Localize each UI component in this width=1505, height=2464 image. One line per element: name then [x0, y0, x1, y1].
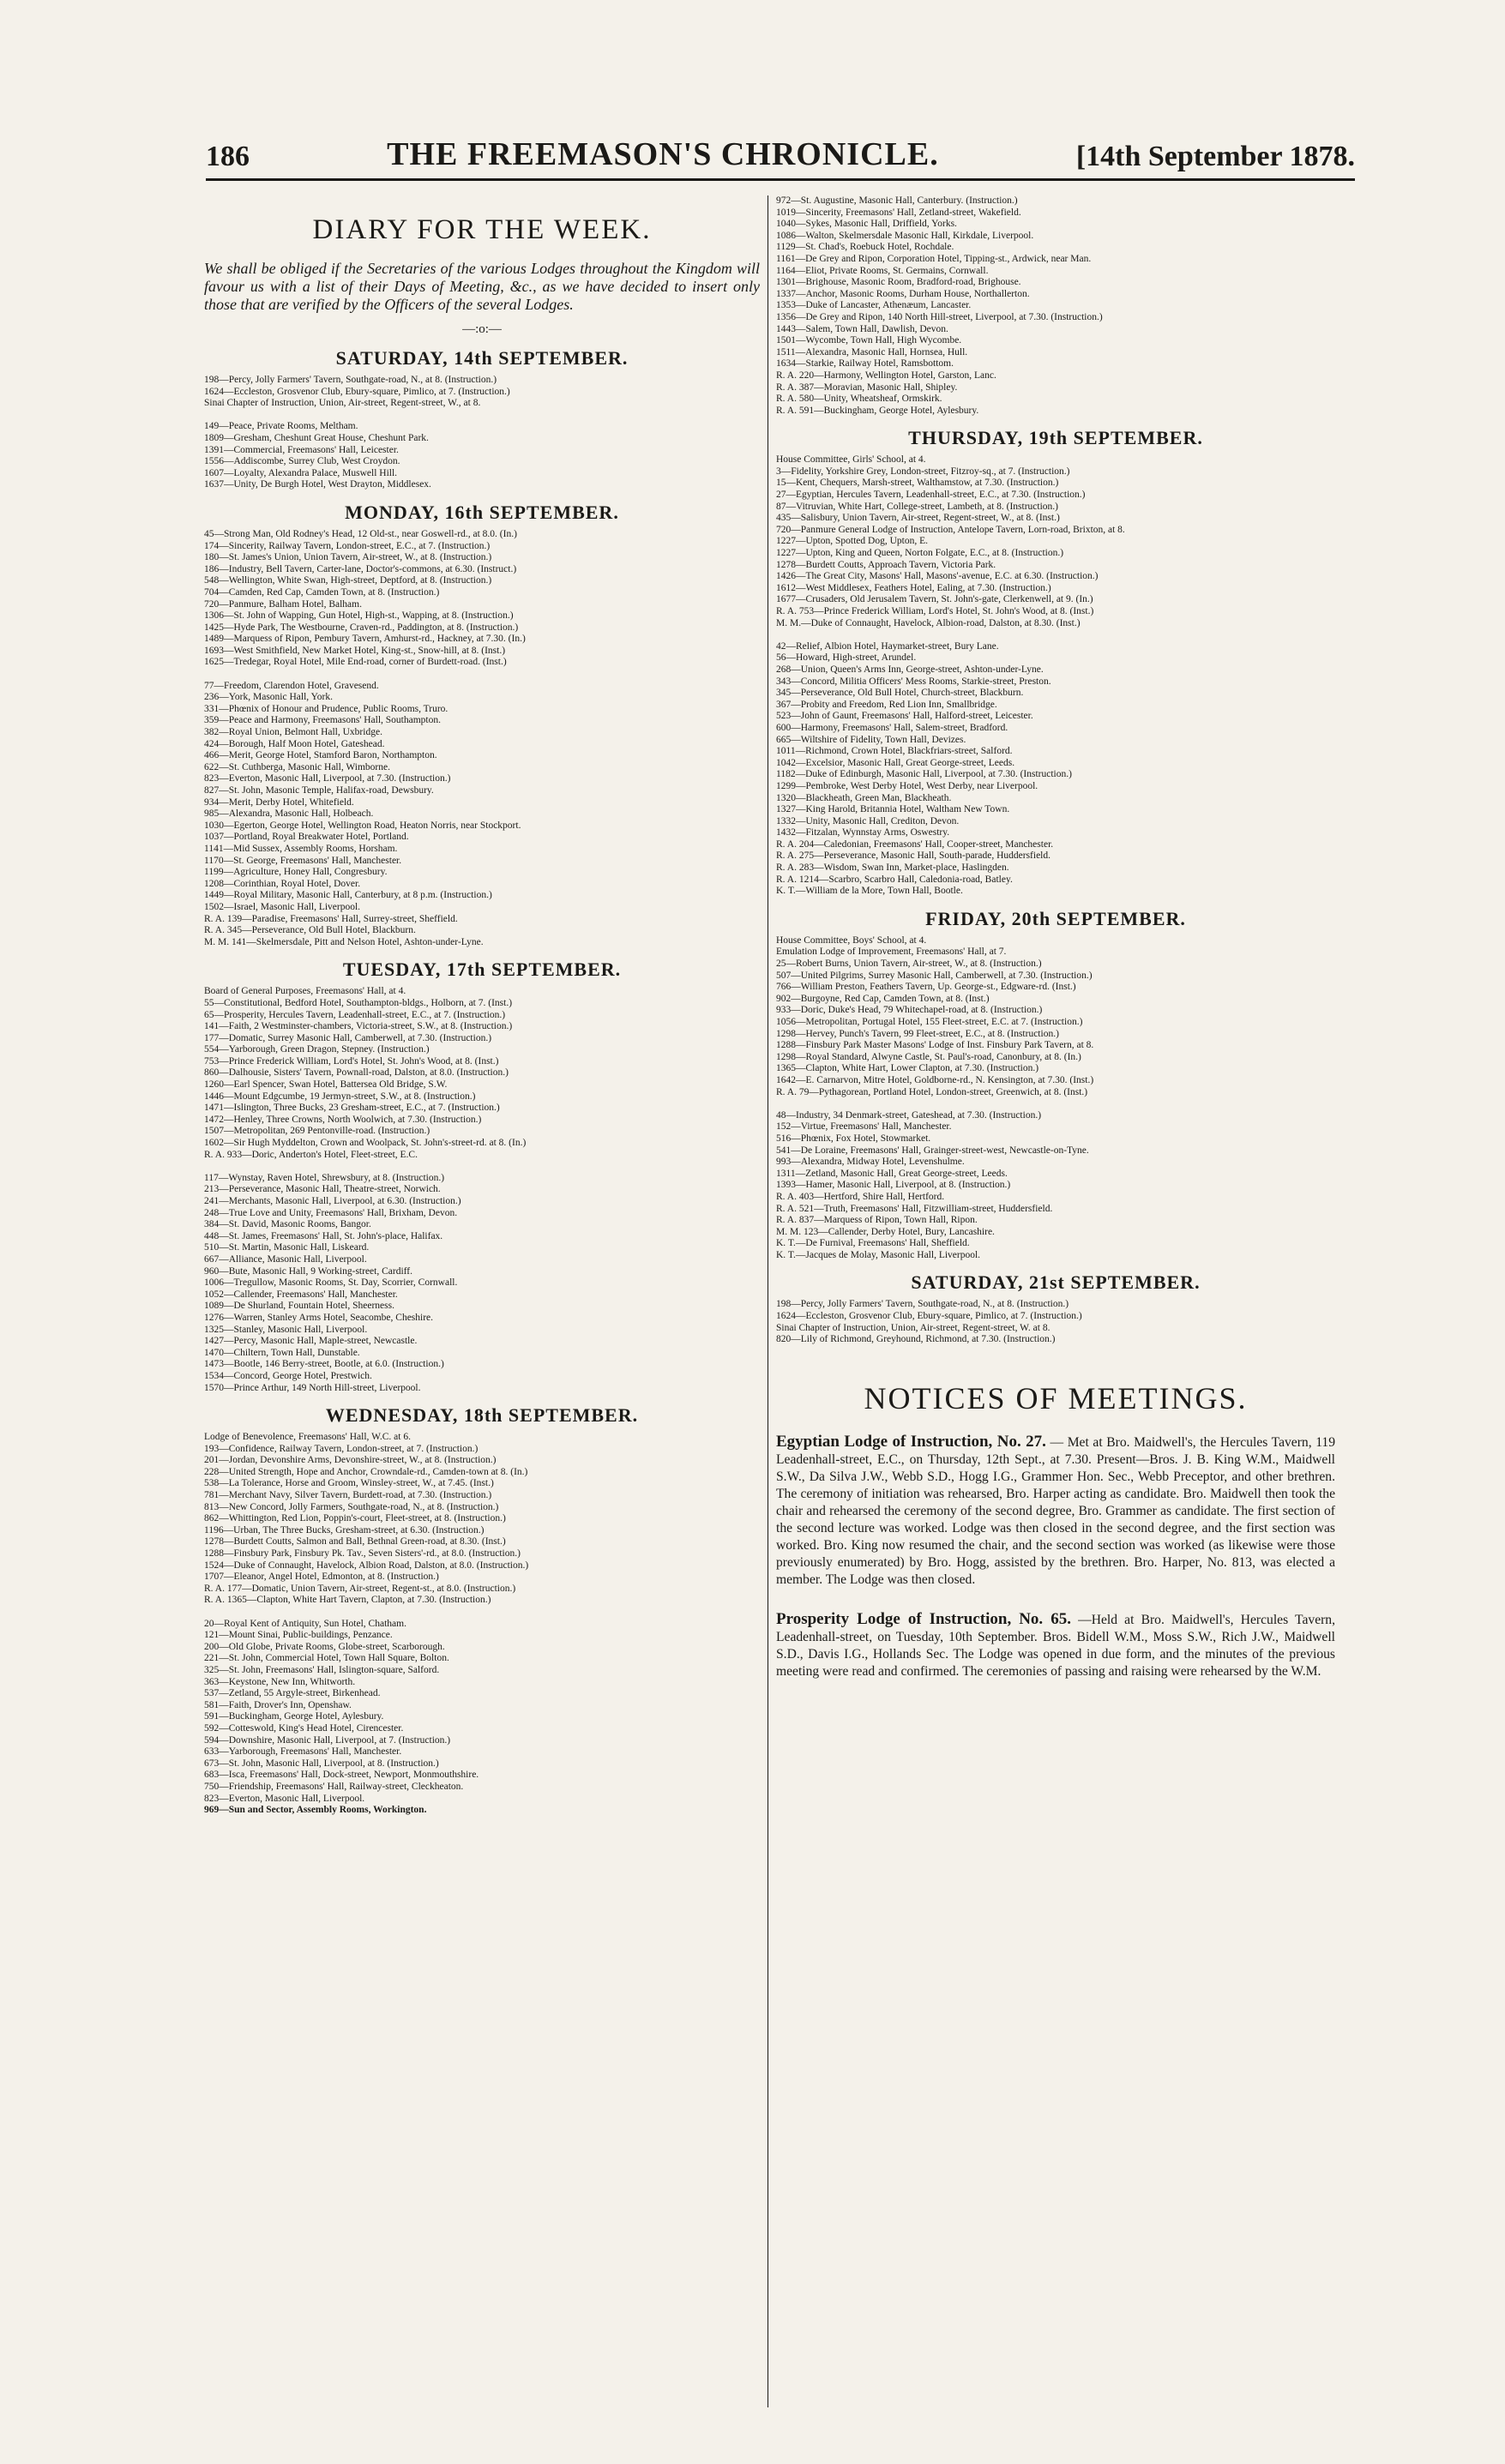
lodge-entry: House Committee, Boys' School, at 4.: [776, 935, 927, 946]
entry-spacer: [204, 410, 760, 422]
lodge-entry: 1182—Duke of Edinburgh, Masonic Hall, Liverpool, at 7.30. (Instruction.): [776, 769, 1072, 780]
lodge-entry: 1612—West Middlesex, Feathers Hotel, Ealing, at 7.30. (Instruction.): [776, 582, 1051, 593]
lodge-entry: R. A. 591—Buckingham, George Hotel, Aylesbury.: [776, 405, 979, 416]
lodge-entry: R. A. 204—Caledonian, Freemasons' Hall, Cooper-street, Manchester.: [776, 838, 1054, 850]
lodge-entry: 592—Cotteswold, King's Head Hotel, Cirencester.: [204, 1722, 404, 1734]
day-heading: TUESDAY, 17th SEPTEMBER.: [342, 959, 622, 981]
day-entries: [776, 454, 1335, 898]
meeting-notice: [776, 1611, 1335, 1680]
day-entries: [776, 935, 1335, 1262]
lodge-entry: 1301—Brighouse, Masonic Room, Bradford-road, Brighouse.: [776, 277, 1021, 288]
lodge-entry: R. A. 837—Marquess of Ripon, Town Hall, Ripon.: [776, 1215, 978, 1226]
lodge-entry: 1602—Sir Hugh Myddelton, Crown and Woolpack, St. John's-street-rd. at 8. (In.): [204, 1138, 527, 1149]
lodge-entry: 268—Union, Queen's Arms Inn, George-street, Ashton-under-Lyne.: [776, 664, 1044, 675]
lodge-entry: 198—Percy, Jolly Farmers' Tavern, Southgate-road, N., at 8. (Instruction.): [204, 375, 497, 385]
lodge-entry: 1164—Eliot, Private Rooms, St. Germains, Cornwall.: [776, 265, 989, 276]
lodge-entry: 1356—De Grey and Ripon, 140 North Hill-street, Liverpool, at 7.30. (Instruction.): [776, 311, 1103, 322]
lodge-entry: 180—St. James's Union, Union Tavern, Air-street, W., at 8. (Instruction.): [204, 552, 492, 563]
lodge-entry: 343—Concord, Militia Officers' Mess Rooms, Starkie-street, Preston.: [776, 676, 1051, 687]
lodge-entry: 1325—Stanley, Masonic Hall, Liverpool.: [204, 1324, 368, 1335]
lodge-entry: K. T.—William de la More, Town Hall, Bootle.: [776, 886, 963, 897]
lodge-entry: R. A. 177—Domatic, Union Tavern, Air-street, Regent-st., at 8.0. (Instruction.): [204, 1583, 516, 1594]
lodge-entry: 42—Relief, Albion Hotel, Haymarket-street, Bury Lane.: [776, 640, 999, 652]
lodge-entry: 201—Jordan, Devonshire Arms, Devonshire-street, W., at 8. (Instruction.): [204, 1455, 497, 1466]
right-day-list: [776, 427, 1335, 1346]
lodge-entry: 1288—Finsbury Park Master Masons' Lodge of Inst. Finsbury Park Tavern, at 8.: [776, 1040, 1094, 1051]
day-heading: FRIDAY, 20th SEPTEMBER.: [925, 907, 1186, 929]
lodge-entry: 363—Keystone, New Inn, Whitworth.: [204, 1676, 356, 1687]
lodge-entry: 1208—Corinthian, Royal Hotel, Dover.: [204, 878, 361, 889]
lodge-entry: Lodge of Benevolence, Freemasons' Hall, W.C. at 6.: [204, 1432, 411, 1443]
lodge-entry: 1332—Unity, Masonic Hall, Crediton, Devon.: [776, 815, 960, 826]
lodge-entry: R. A. 387—Moravian, Masonic Hall, Shipley.: [776, 382, 958, 393]
lodge-entry: 591—Buckingham, George Hotel, Aylesbury.: [204, 1711, 384, 1722]
lodge-entry: R. A. 580—Unity, Wheatsheaf, Ormskirk.: [776, 394, 942, 405]
lodge-entry: 1278—Burdett Coutts, Approach Tavern, Victoria Park.: [776, 559, 996, 570]
lodge-entry: 382—Royal Union, Belmont Hall, Uxbridge.: [204, 727, 382, 738]
lodge-entry: 65—Prosperity, Hercules Tavern, Leadenhall-street, E.C., at 7. (Instruction.): [204, 1009, 506, 1020]
lodge-entry: Board of General Purposes, Freemasons' Hall, at 4.: [204, 986, 406, 997]
day-heading: WEDNESDAY, 18th SEPTEMBER.: [325, 1404, 639, 1427]
lodge-entry: 1052—Callender, Freemasons' Hall, Manchester.: [204, 1289, 398, 1300]
lodge-entry: 359—Peace and Harmony, Freemasons' Hall, Southampton.: [204, 715, 441, 726]
lodge-entry: 1427—Percy, Masonic Hall, Maple-street, Newcastle.: [204, 1336, 418, 1347]
lodge-entry: 1227—Upton, Spotted Dog, Upton, E.: [776, 536, 928, 547]
lodge-entry: 933—Doric, Duke's Head, 79 Whitechapel-road, at 8. (Instruction.): [776, 1005, 1043, 1016]
entry-spacer: [204, 669, 760, 681]
lodge-entry: 56—Howard, High-street, Arundel.: [776, 652, 917, 664]
lodge-entry: 750—Friendship, Freemasons' Hall, Railway-street, Cleckheaton.: [204, 1781, 464, 1792]
lodge-entry: 1511—Alexandra, Masonic Hall, Hornsea, Hull.: [776, 346, 968, 358]
lodge-entry: House Committee, Girls' School, at 4.: [776, 454, 926, 466]
lodge-entry: R. A. 220—Harmony, Wellington Hotel, Garston, Lanc.: [776, 370, 996, 381]
lodge-entry: 241—Merchants, Masonic Hall, Liverpool, at 6.30. (Instruction.): [204, 1196, 461, 1206]
lodge-entry: 1276—Warren, Stanley Arms Hotel, Seacombe, Cheshire.: [204, 1312, 434, 1323]
lodge-entry: 902—Burgoyne, Red Cap, Camden Town, at 8. (Inst.): [776, 993, 990, 1004]
lodge-entry: 1011—Richmond, Crown Hotel, Blackfriars-street, Salford.: [776, 746, 1013, 757]
newspaper-title: THE FREEMASON'S CHRONICLE.: [387, 136, 939, 172]
lodge-entry: 1624—Eccleston, Grosvenor Club, Ebury-square, Pimlico, at 7. (Instruction.): [204, 386, 510, 397]
lodge-entry: 1353—Duke of Lancaster, Athenæum, Lancaster.: [776, 300, 972, 311]
left-day-list: [204, 347, 760, 1817]
diary-intro: We shall be obliged if the Secretaries of the various Lodges throughout the Kingdom will favour us with a list of their Days of Meeting, &c., as we have decided to insert only those that are verified by the Officers of the several Lodges.: [204, 260, 760, 313]
day-heading: MONDAY, 16th SEPTEMBER.: [345, 501, 619, 523]
lodge-entry: 1507—Metropolitan, 269 Pentonville-road. (Instruction.): [204, 1126, 430, 1137]
continued-entries: [776, 195, 1335, 417]
lodge-entry: 1489—Marquess of Ripon, Pembury Tavern, Amhurst-rd., Hackney, at 7.30. (In.): [204, 634, 526, 645]
lodge-entry: 1624—Eccleston, Grosvenor Club, Ebury-square, Pimlico, at 7. (Instruction.): [776, 1311, 1082, 1322]
lodge-entry: R. A. 275—Perseverance, Masonic Hall, South-parade, Huddersfield.: [776, 850, 1051, 862]
lodge-entry: 1042—Excelsior, Masonic Hall, Great George-street, Leeds.: [776, 757, 1015, 768]
lodge-entry: 683—Isca, Freemasons' Hall, Dock-street, Newport, Monmouthshire.: [204, 1770, 479, 1781]
lodge-entry: 1502—Israel, Masonic Hall, Liverpool.: [204, 901, 361, 912]
lodge-entry: 1306—St. John of Wapping, Gun Hotel, High-st., Wapping, at 8. (Instruction.): [204, 610, 514, 622]
lodge-entry: 45—Strong Man, Old Rodney's Head, 12 Old-st., near Goswell-rd., at 8.0. (In.): [204, 528, 517, 539]
lodge-entry: 186—Industry, Bell Tavern, Carter-lane, Doctor's-commons, at 6.30. (Instruct.): [204, 563, 517, 574]
lodge-entry: 331—Phœnix of Honour and Prudence, Public Rooms, Truro.: [204, 703, 448, 714]
lodge-entry: 969—Sun and Sector, Assembly Rooms, Workington.: [204, 1805, 427, 1816]
lodge-entry: 548—Wellington, White Swan, High-street, Deptford, at 8. (Instruction.): [204, 575, 492, 586]
lodge-entry: 934—Merit, Derby Hotel, Whitefield.: [204, 796, 354, 808]
lodge-entry: 193—Confidence, Railway Tavern, London-street, at 7. (Instruction.): [204, 1443, 479, 1454]
lodge-entry: 1161—De Grey and Ripon, Corporation Hotel, Tipping-st., Ardwick, near Man.: [776, 253, 1092, 264]
notices-title: NOTICES OF MEETINGS.: [864, 1380, 1248, 1415]
lodge-entry: 1677—Crusaders, Old Jerusalem Tavern, St. John's-gate, Clerkenwell, at 9. (In.): [776, 594, 1093, 605]
day-entries: [204, 1432, 760, 1817]
lodge-entry: 507—United Pilgrims, Surrey Masonic Hall, Camberwell, at 7.30. (Instruction.): [776, 970, 1093, 981]
lodge-entry: 537—Zetland, 55 Argyle-street, Birkenhead.: [204, 1688, 381, 1699]
lodge-entry: 1288—Finsbury Park, Finsbury Pk. Tav., Seven Sisters'-rd., at 8.0. (Instruction.): [204, 1548, 521, 1560]
lodge-entry: 1141—Mid Sussex, Assembly Rooms, Horsham.: [204, 843, 398, 854]
lodge-entry: 823—Everton, Masonic Hall, Liverpool.: [204, 1793, 365, 1804]
lodge-entry: 1556—Addiscombe, Surrey Club, West Croydon.: [204, 456, 400, 467]
lodge-entry: 665—Wiltshire of Fidelity, Town Hall, Devizes.: [776, 734, 966, 745]
lodge-entry: 1693—West Smithfield, New Market Hotel, King-st., Snow-hill, at 8. (Inst.): [204, 645, 506, 656]
lodge-entry: 1298—Hervey, Punch's Tavern, 99 Fleet-street, E.C., at 8. (Instruction.): [776, 1028, 1059, 1039]
lodge-entry: 781—Merchant Navy, Silver Tavern, Burdett-road, at 7.30. (Instruction.): [204, 1490, 492, 1501]
lodge-entry: 48—Industry, 34 Denmark-street, Gateshead, at 7.30. (Instruction.): [776, 1109, 1042, 1121]
lodge-entry: R. A. 283—Wisdom, Swan Inn, Market-place, Haslingden.: [776, 862, 1009, 874]
lodge-entry: 200—Old Globe, Private Rooms, Globe-street, Scarborough.: [204, 1641, 445, 1652]
lodge-entry: 1426—The Great City, Masons' Hall, Masons'-avenue, E.C. at 6.30. (Instruction.): [776, 571, 1099, 582]
lodge-entry: 198—Percy, Jolly Farmers' Tavern, Southgate-road, N., at 8. (Instruction.): [776, 1299, 1069, 1310]
lodge-entry: 1642—E. Carnarvon, Mitre Hotel, Goldborne-rd., N. Kensington, at 7.30. (Inst.): [776, 1074, 1094, 1085]
lodge-entry: M. M. 123—Callender, Derby Hotel, Bury, Lancashire.: [776, 1226, 995, 1237]
lodge-entry: 1056—Metropolitan, Portugal Hotel, 155 Fleet-street, E.C. at 7. (Instruction.): [776, 1017, 1083, 1027]
lodge-entry: 1501—Wycombe, Town Hall, High Wycombe.: [776, 335, 962, 346]
lodge-entry: 1298—Royal Standard, Alwyne Castle, St. Paul's-road, Canonbury, at 8. (In.): [776, 1051, 1081, 1062]
page-number: 186: [206, 141, 250, 172]
lodge-entry: 820—Lily of Richmond, Greyhound, Richmond, at 7.30. (Instruction.): [776, 1334, 1056, 1345]
lodge-entry: 1037—Portland, Royal Breakwater Hotel, Portland.: [204, 832, 409, 843]
lodge-entry: 523—John of Gaunt, Freemasons' Hall, Halford-street, Leicester.: [776, 711, 1033, 722]
lodge-entry: 149—Peace, Private Rooms, Meltham.: [204, 421, 358, 432]
lodge-entry: 985—Alexandra, Masonic Hall, Holbeach.: [204, 808, 374, 820]
lodge-entry: 177—Domatic, Surrey Masonic Hall, Camberwell, at 7.30. (Instruction.): [204, 1032, 492, 1043]
lodge-entry: 673—St. John, Masonic Hall, Liverpool, at 8. (Instruction.): [204, 1758, 439, 1769]
lodge-entry: 1432—Fitzalan, Wynnstay Arms, Oswestry.: [776, 827, 950, 838]
lodge-entry: 1129—St. Chad's, Roebuck Hotel, Rochdale.: [776, 242, 954, 253]
lodge-entry: R. A. 1214—Scarbro, Scarbro Hall, Caledonia-road, Batley.: [776, 874, 1013, 885]
entry-spacer: [204, 1161, 760, 1173]
lodge-entry: 1030—Egerton, George Hotel, Wellington Road, Heaton Norris, near Stockport.: [204, 820, 521, 831]
lodge-entry: 1299—Pembroke, West Derby Hotel, West Derby, near Liverpool.: [776, 780, 1038, 791]
lodge-entry: 633—Yarborough, Freemasons' Hall, Manchester.: [204, 1746, 402, 1758]
right-column: [776, 195, 1335, 2416]
lodge-entry: R. A. 521—Truth, Freemasons' Hall, Fitzwilliam-street, Huddersfield.: [776, 1203, 1053, 1214]
lodge-entry: 27—Egyptian, Hercules Tavern, Leadenhall-street, E.C., at 7.30. (Instruction.): [776, 490, 1086, 501]
lodge-entry: 384—St. David, Masonic Rooms, Bangor.: [204, 1219, 371, 1230]
lodge-entry: 1311—Zetland, Masonic Hall, Great George-street, Leeds.: [776, 1168, 1008, 1179]
entry-spacer: [204, 1607, 760, 1619]
section-divider: —:o:—: [462, 322, 502, 336]
lodge-entry: 174—Sincerity, Railway Tavern, London-street, E.C., at 7. (Instruction.): [204, 540, 491, 551]
lodge-entry: 87—Vitruvian, White Hart, College-street, Lambeth, at 8. (Instruction.): [776, 501, 1058, 512]
lodge-entry: 1446—Mount Edgcumbe, 19 Jermyn-street, S.W., at 8. (Instruction.): [204, 1091, 476, 1102]
lodge-entry: M. M.—Duke of Connaught, Havelock, Albion-road, Dalston, at 8.30. (Inst.): [776, 617, 1081, 628]
lodge-entry: 20—Royal Kent of Antiquity, Sun Hotel, Chatham.: [204, 1618, 406, 1629]
lodge-entry: 1707—Eleanor, Angel Hotel, Edmonton, at 8. (Instruction.): [204, 1572, 439, 1583]
lodge-entry: R. A. 753—Prince Frederick William, Lord's Hotel, St. John's Wood, at 8. (Inst.): [776, 606, 1094, 616]
day-entries: [204, 986, 760, 1394]
lodge-entry: 367—Probity and Freedom, Red Lion Inn, Smallbridge.: [776, 699, 997, 710]
lodge-entry: 594—Downshire, Masonic Hall, Liverpool, at 7. (Instruction.): [204, 1734, 451, 1746]
lodge-entry: 1086—Walton, Skelmersdale Masonic Hall, Kirkdale, Liverpool.: [776, 230, 1034, 241]
lodge-entry: 448—St. James, Freemasons' Hall, St. John's-place, Halifax.: [204, 1230, 443, 1241]
lodge-entry: 1393—Hamer, Masonic Hall, Liverpool, at 8. (Instruction.): [776, 1180, 1011, 1191]
lodge-entry: R. A. 1365—Clapton, White Hart Tavern, Clapton, at 7.30. (Instruction.): [204, 1595, 491, 1606]
notice-lead: Egyptian Lodge of Instruction, No. 27.: [776, 1432, 1046, 1451]
lodge-entry: 516—Phœnix, Fox Hotel, Stowmarket.: [776, 1133, 931, 1144]
lodge-entry: 248—True Love and Unity, Freemasons' Hall, Brixham, Devon.: [204, 1207, 458, 1218]
lodge-entry: 1327—King Harold, Britannia Hotel, Waltham New Town.: [776, 804, 1010, 815]
lodge-entry: 622—St. Cuthberga, Masonic Hall, Wimborne.: [204, 761, 390, 772]
day-entries: [776, 1299, 1335, 1345]
masthead: [206, 129, 1355, 181]
lodge-entry: Emulation Lodge of Improvement, Freemasons' Hall, at 7.: [776, 947, 1007, 958]
diary-title: DIARY FOR THE WEEK.: [312, 214, 652, 245]
lodge-entry: 753—Prince Frederick William, Lord's Hotel, St. John's Wood, at 8. (Inst.): [204, 1055, 499, 1067]
lodge-entry: R. A. 345—Perseverance, Old Bull Hotel, Blackburn.: [204, 925, 416, 936]
left-column: [204, 195, 760, 2416]
lodge-entry: 720—Panmure, Balham Hotel, Balham.: [204, 598, 362, 610]
lodge-entry: 25—Robert Burns, Union Tavern, Air-street, W., at 8. (Instruction.): [776, 959, 1042, 970]
lodge-entry: 510—St. Martin, Masonic Hall, Liskeard.: [204, 1242, 370, 1253]
lodge-entry: 1473—Bootle, 146 Berry-street, Bootle, at 6.0. (Instruction.): [204, 1359, 444, 1370]
lodge-entry: 1278—Burdett Coutts, Salmon and Ball, Bethnal Green-road, at 8.30. (Inst.): [204, 1536, 506, 1548]
lodge-entry: 1570—Prince Arthur, 149 North Hill-street, Liverpool.: [204, 1382, 421, 1393]
lodge-entry: 862—Whittington, Red Lion, Poppin's-court, Fleet-street, at 8. (Instruction.): [204, 1513, 506, 1524]
lodge-entry: 152—Virtue, Freemasons' Hall, Manchester.: [776, 1121, 952, 1133]
lodge-entry: 813—New Concord, Jolly Farmers, Southgate-road, N., at 8. (Instruction.): [204, 1501, 499, 1512]
lodge-entry: 424—Borough, Half Moon Hotel, Gateshead.: [204, 738, 385, 749]
notice-paragraph: [776, 1611, 1335, 1680]
lodge-entry: 1607—Loyalty, Alexandra Palace, Muswell Hill.: [204, 467, 398, 478]
notice-lead: Prosperity Lodge of Instruction, No. 65.: [776, 1609, 1071, 1628]
notice-body: — Met at Bro. Maidwell's, the Hercules Tavern, 119 Leadenhall-street, E.C., on Thursday, 12th Sept., at 7.30. Present—Bros. J. B. King W.M., Maidwell S.W., Da Silva J.W., Webb S.D., Hogg I.G., Grammer Hon. Sec., Webb Preceptor, and other brethren. The ceremony of initiation was rehearsed, Bro. Harper acting as candidate. Bro. Maidwell then took the chair and rehearsed the ceremony of the second degree, Bro. Grammer as candidate. The first section of the second lecture was worked. Lodge was then closed in the second degree, and the first section was worked. Bro. King now resumed the chair, and the second section was worked (as likewise were those previously enumerated) by Bro. Hogg, assisted by the brethren. Bro. Harper, No. 813, was elected a member. The Lodge was then closed.: [776, 1434, 1335, 1587]
lodge-entry: 1089—De Shurland, Fountain Hotel, Sheerness.: [204, 1301, 394, 1312]
lodge-entry: 1170—St. George, Freemasons' Hall, Manchester.: [204, 855, 402, 866]
lodge-entry: 1470—Chiltern, Town Hall, Dunstable.: [204, 1347, 360, 1358]
notices-list: [776, 1433, 1335, 1680]
lodge-entry: 141—Faith, 2 Westminster-chambers, Victoria-street, S.W., at 8. (Instruction.): [204, 1021, 513, 1032]
lodge-entry: 117—Wynstay, Raven Hotel, Shrewsbury, at 8. (Instruction.): [204, 1172, 445, 1183]
lodge-entry: 3—Fidelity, Yorkshire Grey, London-street, Fitzroy-sq., at 7. (Instruction.): [776, 466, 1070, 477]
lodge-entry: 1425—Hyde Park, The Westbourne, Craven-rd., Paddington, at 8. (Instruction.): [204, 622, 519, 633]
lodge-entry: K. T.—Jacques de Molay, Masonic Hall, Liverpool.: [776, 1249, 981, 1260]
lodge-entry: R. A. 79—Pythagorean, Portland Hotel, London-street, Greenwich, at 8. (Inst.): [776, 1086, 1088, 1097]
lodge-entry: 1391—Commercial, Freemasons' Hall, Leicester.: [204, 444, 399, 455]
lodge-entry: 1260—Earl Spencer, Swan Hotel, Battersea Old Bridge, S.W.: [204, 1079, 448, 1091]
lodge-entry: 1196—Urban, The Three Bucks, Gresham-street, at 6.30. (Instruction.): [204, 1524, 485, 1535]
notice-paragraph: [776, 1433, 1335, 1589]
lodge-entry: 1637—Unity, De Burgh Hotel, West Drayton, Middlesex.: [204, 479, 431, 490]
lodge-entry: R. A. 933—Doric, Anderton's Hotel, Fleet-street, E.C.: [204, 1149, 418, 1160]
lodge-entry: R. A. 139—Paradise, Freemasons' Hall, Surrey-street, Sheffield.: [204, 913, 458, 924]
lodge-entry: M. M. 141—Skelmersdale, Pitt and Nelson Hotel, Ashton-under-Lyne.: [204, 936, 484, 947]
lodge-entry: 466—Merit, George Hotel, Stamford Baron, Northampton.: [204, 750, 437, 761]
lodge-entry: 1337—Anchor, Masonic Rooms, Durham House, Northallerton.: [776, 288, 1030, 299]
day-heading: SATURDAY, 21st SEPTEMBER.: [911, 1271, 1201, 1294]
lodge-entry: 1365—Clapton, White Hart, Lower Clapton, at 7.30. (Instruction.): [776, 1063, 1039, 1074]
lodge-entry: 538—La Tolerance, Horse and Groom, Winsley-street, W., at 7.45. (Inst.): [204, 1478, 494, 1489]
day-heading: THURSDAY, 19th SEPTEMBER.: [908, 427, 1203, 449]
lodge-entry: 600—Harmony, Freemasons' Hall, Salem-street, Bradford.: [776, 722, 1008, 733]
day-heading: SATURDAY, 14th SEPTEMBER.: [335, 347, 629, 369]
day-entries: [204, 375, 760, 491]
meeting-notice: [776, 1433, 1335, 1589]
lodge-entry: 1006—Tregullow, Masonic Rooms, St. Day, Scorrier, Cornwall.: [204, 1277, 458, 1289]
day-entries: [204, 529, 760, 948]
lodge-entry: 827—St. John, Masonic Temple, Halifax-road, Dewsbury.: [204, 785, 434, 796]
lodge-entry: 325—St. John, Freemasons' Hall, Islington-square, Salford.: [204, 1664, 440, 1675]
lodge-entry: 667—Alliance, Masonic Hall, Liverpool.: [204, 1253, 367, 1265]
lodge-entry: 15—Kent, Chequers, Marsh-street, Walthamstow, at 7.30. (Instruction.): [776, 478, 1059, 489]
lodge-entry: 720—Panmure General Lodge of Instruction, Antelope Tavern, Lorn-road, Brixton, at 8.: [776, 524, 1125, 535]
lodge-entry: 581—Faith, Drover's Inn, Openshaw.: [204, 1699, 352, 1710]
lodge-entry: 55—Constitutional, Bedford Hotel, Southampton-bldgs., Holborn, at 7. (Inst.): [204, 997, 513, 1008]
lodge-entry: Sinai Chapter of Instruction, Union, Air-street, Regent-street, W., at 8.: [204, 398, 481, 409]
entry-spacer: [776, 629, 1335, 641]
lodge-entry: 221—St. John, Commercial Hotel, Town Hall Square, Bolton.: [204, 1653, 449, 1664]
lodge-entry: 1471—Islington, Three Bucks, 23 Gresham-street, E.C., at 7. (Instruction.): [204, 1103, 500, 1114]
lodge-entry: 1040—Sykes, Masonic Hall, Driffield, Yorks.: [776, 219, 957, 230]
lodge-entry: 435—Salisbury, Union Tavern, Air-street, Regent-street, W., at 8. (Inst.): [776, 513, 1060, 524]
lodge-entry: 228—United Strength, Hope and Anchor, Crowndale-rd., Camden-town at 8. (In.): [204, 1466, 528, 1477]
lodge-entry: 1019—Sincerity, Freemasons' Hall, Zetland-street, Wakefield.: [776, 207, 1021, 218]
lodge-entry: 121—Mount Sinai, Public-buildings, Penzance.: [204, 1630, 393, 1641]
lodge-entry: 960—Bute, Masonic Hall, 9 Working-street, Cardiff.: [204, 1265, 412, 1277]
lodge-entry: R. A. 403—Hertford, Shire Hall, Hertford.: [776, 1191, 945, 1202]
notice-body: —Held at Bro. Maidwell's, Hercules Tavern, Leadenhall-street, on Tuesday, 10th September. Bros. Bidell W.M., Moss S.W., Rich J.W., Maidwell S.D., Davis I.G., Hollands Sec. The Lodge was opened in due form, and the minutes of the previous meeting were read and confirmed. The ceremonies of passing and raising were rehearsed by the W.M.: [776, 1612, 1335, 1679]
lodge-entry: 1524—Duke of Connaught, Havelock, Albion Road, Dalston, at 8.0. (Instruction.): [204, 1560, 529, 1571]
entry-spacer: [776, 1098, 1335, 1110]
lodge-entry: 1199—Agriculture, Honey Hall, Congresbury.: [204, 867, 388, 878]
lodge-entry: 823—Everton, Masonic Hall, Liverpool, at 7.30. (Instruction.): [204, 773, 451, 784]
lodge-entry: 993—Alexandra, Midway Hotel, Levenshulme.: [776, 1157, 965, 1168]
lodge-entry: 345—Perseverance, Old Bull Hotel, Church-street, Blackburn.: [776, 688, 1024, 699]
lodge-entry: 77—Freedom, Clarendon Hotel, Gravesend.: [204, 680, 379, 691]
lodge-entry: Sinai Chapter of Instruction, Union, Air-street, Regent-street, W. at 8.: [776, 1322, 1050, 1333]
lodge-entry: 766—William Preston, Feathers Tavern, Up. George-st., Edgware-rd. (Inst.): [776, 982, 1076, 993]
lodge-entry: 1625—Tredegar, Royal Hotel, Mile End-road, corner of Burdett-road. (Inst.): [204, 657, 507, 668]
lodge-entry: 1472—Henley, Three Crowns, North Woolwich, at 7.30. (Instruction.): [204, 1114, 482, 1125]
lodge-entry: 1320—Blackheath, Green Man, Blackheath.: [776, 792, 952, 803]
lodge-entry: K. T.—De Furnival, Freemasons' Hall, Sheffield.: [776, 1238, 970, 1249]
lodge-entry: 860—Dalhousie, Sisters' Tavern, Pownall-road, Dalston, at 8.0. (Instruction.): [204, 1067, 509, 1079]
lodge-entry: 1809—Gresham, Cheshunt Great House, Cheshunt Park.: [204, 432, 429, 443]
lodge-entry: 541—De Loraine, Freemasons' Hall, Grainger-street-west, Newcastle-on-Tyne.: [776, 1145, 1089, 1156]
lodge-entry: 213—Perseverance, Masonic Hall, Theatre-street, Norwich.: [204, 1184, 441, 1195]
lodge-entry: 1227—Upton, King and Queen, Norton Folgate, E.C., at 8. (Instruction.): [776, 548, 1064, 559]
lodge-entry: 1449—Royal Military, Masonic Hall, Canterbury, at 8 p.m. (Instruction.): [204, 890, 492, 901]
lodge-entry: 704—Camden, Red Cap, Camden Town, at 8. (Instruction.): [204, 586, 440, 598]
issue-date: [14th September 1878.: [1075, 141, 1355, 172]
lodge-entry: 1443—Salem, Town Hall, Dawlish, Devon.: [776, 323, 948, 334]
lodge-entry: 1634—Starkie, Railway Hotel, Ramsbottom.: [776, 358, 954, 370]
lodge-entry: 554—Yarborough, Green Dragon, Stepney. (Instruction.): [204, 1044, 430, 1055]
lodge-entry: 972—St. Augustine, Masonic Hall, Canterbury. (Instruction.): [776, 195, 1018, 206]
lodge-entry: 1534—Concord, George Hotel, Prestwich.: [204, 1370, 372, 1381]
lodge-entry: 236—York, Masonic Hall, York.: [204, 692, 333, 703]
